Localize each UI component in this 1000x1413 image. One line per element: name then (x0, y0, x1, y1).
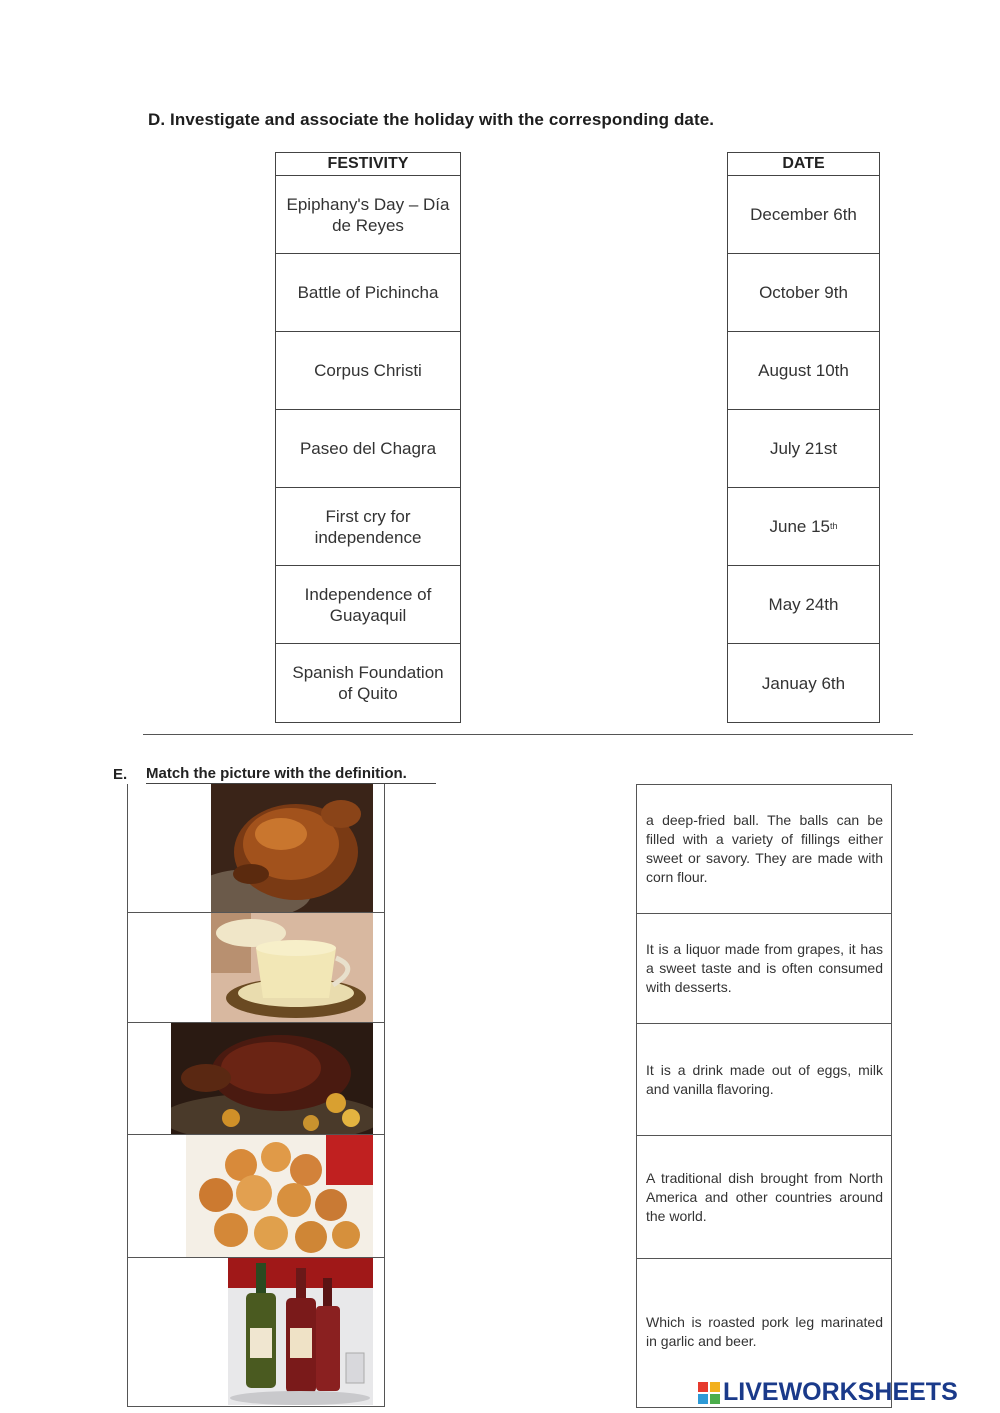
section-divider (143, 734, 913, 735)
picture-row[interactable] (128, 1135, 384, 1258)
festivity-cell[interactable]: Spanish Foundation of Quito (292, 663, 444, 703)
date-superscript: th (829, 521, 838, 531)
festivity-cell[interactable]: Independence of Guayaquil (276, 566, 460, 644)
picture-row[interactable] (128, 784, 384, 913)
definition-row[interactable] (637, 1136, 891, 1259)
date-cell[interactable]: May 24th (728, 566, 879, 644)
festivity-header: FESTIVITY (276, 153, 460, 176)
eggnog-cup-icon (211, 913, 373, 1022)
festivity-table (275, 152, 461, 723)
date-header: DATE (728, 153, 879, 176)
date-cell[interactable]: August 10th (728, 332, 879, 410)
fried-balls-icon (186, 1135, 373, 1257)
definition-text: It is a drink made out of eggs, milk and vanilla flavoring. (646, 1061, 883, 1097)
definition-row[interactable] (637, 1024, 891, 1136)
liveworksheets-logo-icon (698, 1382, 720, 1404)
picture-column (127, 784, 385, 1407)
date-cell[interactable]: October 9th (728, 254, 879, 332)
picture-row[interactable] (128, 1258, 384, 1406)
definition-text: A traditional dish brought from North America and other countries around the world. (646, 1169, 883, 1224)
picture-row[interactable] (128, 913, 384, 1023)
definition-text: Which is roasted pork leg marinated in garlic and beer. (646, 1314, 883, 1349)
brand-text: LIVEWORKSHEETS (723, 1378, 958, 1406)
liveworksheets-brand[interactable] (698, 1378, 958, 1407)
festivity-cell[interactable]: Paseo del Chagra (276, 410, 460, 488)
definition-text: It is a liquor made from grapes, it has a sweet taste and is often consumed with desserts. (646, 941, 883, 995)
section-e-label: E. (113, 766, 128, 783)
definition-text: a deep-fried ball. The balls can be filled with a variety of fillings either sweet or savory. They are made with corn flour. (646, 812, 883, 885)
roast-turkey-icon (211, 784, 373, 912)
date-cell[interactable] (728, 488, 879, 566)
festivity-cell[interactable]: First cry for independence (276, 488, 460, 566)
definition-row[interactable] (637, 785, 891, 914)
date-text: June 15 (769, 517, 830, 536)
definition-row[interactable] (637, 914, 891, 1024)
liquor-bottles-icon (228, 1258, 373, 1405)
date-cell[interactable]: July 21st (728, 410, 879, 488)
date-cell[interactable]: Januay 6th (761, 673, 846, 693)
section-d-title: D. Investigate and associate the holiday with the corresponding date. (148, 110, 715, 129)
section-e-title: Match the picture with the definition. (146, 765, 436, 784)
date-table (727, 152, 880, 723)
festivity-cell[interactable]: Battle of Pichincha (276, 254, 460, 332)
date-cell[interactable]: December 6th (728, 176, 879, 254)
festivity-cell[interactable]: Epiphany's Day – Día de Reyes (276, 176, 460, 254)
festivity-cell[interactable]: Corpus Christi (276, 332, 460, 410)
roast-pork-leg-icon (171, 1023, 373, 1134)
picture-row[interactable] (128, 1023, 384, 1135)
definition-column (636, 784, 892, 1408)
